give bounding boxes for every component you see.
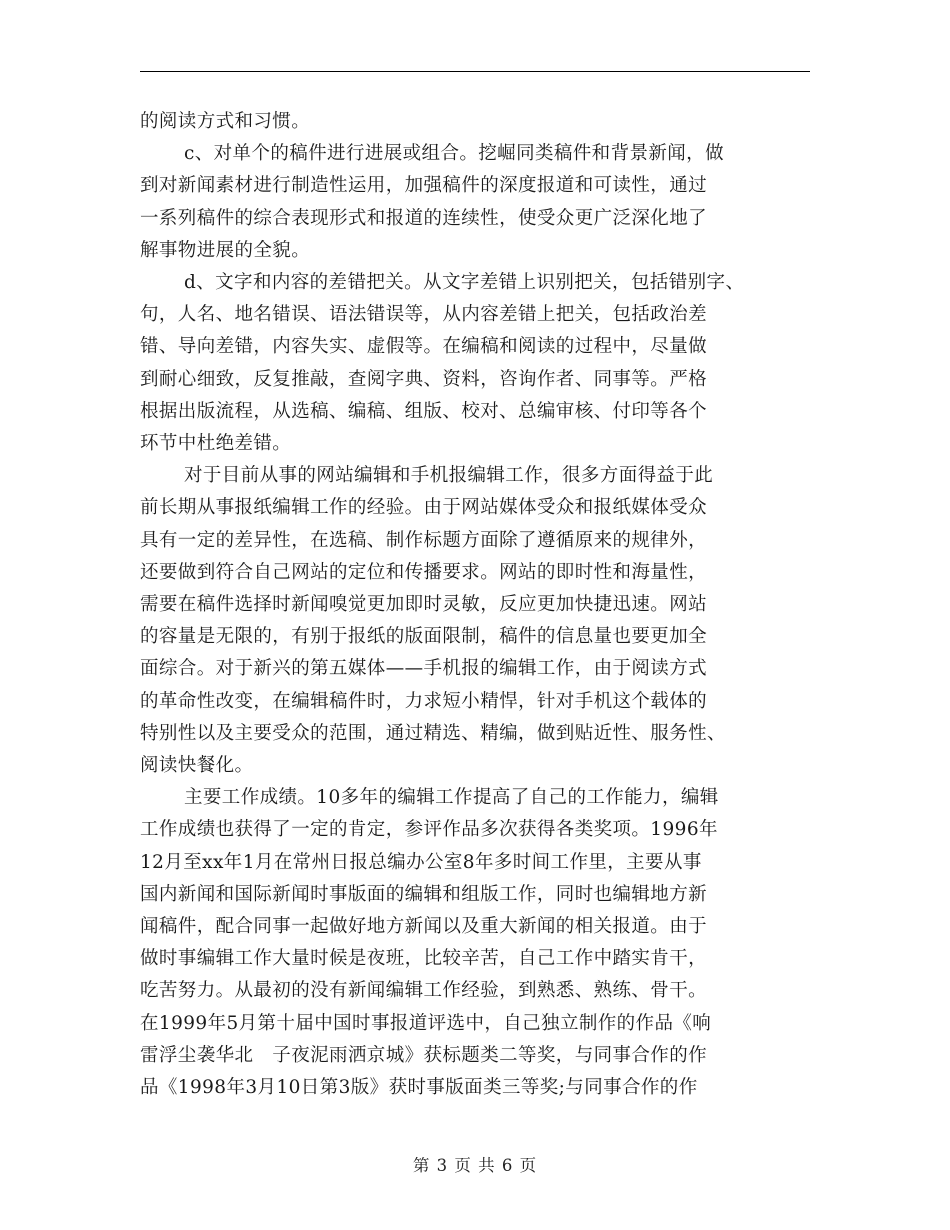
paragraph-web-editing [140, 460, 812, 782]
document-body [140, 106, 812, 1104]
text-line: 工作成绩也获得了一定的肯定，参评作品多次获得各类奖项。1996年 [140, 819, 718, 841]
text-line: 12月至xx年1月在常州日报总编办公室8年多时间工作里，主要从事 [140, 851, 702, 873]
text-line: 品《1998年3月10日第3版》获时事版面类三等奖;与同事合作的作 [140, 1077, 698, 1099]
text-line: 到对新闻素材进行制造性运用，加强稿件的深度报道和可读性，通过 [140, 175, 708, 197]
page-number-footer: 第 3 页 共 6 页 [412, 1156, 538, 1175]
text-line: 具有一定的差异性，在选稿、制作标题方面除了遵循原来的规律外， [140, 529, 708, 551]
text-line: 解事物进展的全貌。 [140, 239, 311, 261]
text-line: c、对单个的稿件进行进展或组合。挖崛同类稿件和背景新闻，做 [184, 143, 724, 165]
text-line: 前长期从事报纸编辑工作的经验。由于网站媒体受众和报纸媒体受众 [140, 497, 708, 519]
text-line: 国内新闻和国际新闻时事版面的编辑和组版工作，同时也编辑地方新 [140, 883, 708, 905]
text-line: 需要在稿件选择时新闻嗅觉更加即时灵敏，反应更加快捷迅速。网站 [140, 594, 708, 616]
header-rule [140, 71, 810, 72]
text-line: 主要工作成绩。10多年的编辑工作提高了自己的工作能力，编辑 [184, 787, 719, 809]
paragraph-achievements [140, 782, 812, 1104]
text-line: 对于目前从事的网站编辑和手机报编辑工作，很多方面得益于此 [184, 465, 714, 487]
text-line: 雷浮尘袭华北 子夜泥雨洒京城》获标题类二等奖，与同事合作的作 [140, 1044, 708, 1066]
text-line: 根据出版流程，从选稿、编稿、组版、校对、总编审核、付印等各个 [140, 400, 708, 422]
paragraph-item-c [140, 138, 812, 267]
text-line: 闻稿件，配合同事一起做好地方新闻以及重大新闻的相关报道。由于 [140, 916, 708, 938]
text-line: 到耐心细致，反复推敲，查阅字典、资料，咨询作者、同事等。严格 [140, 368, 708, 390]
text-line: 面综合。对于新兴的第五媒体——手机报的编辑工作，由于阅读方式 [140, 658, 708, 680]
text-line: 还要做到符合自己网站的定位和传播要求。网站的即时性和海量性， [140, 561, 708, 583]
text-line: 的革命性改变，在编辑稿件时，力求短小精悍，针对手机这个载体的 [140, 690, 708, 712]
paragraph-item-d [140, 267, 812, 460]
text-line: 的阅读方式和习惯。 [140, 111, 311, 132]
text-line: 阅读快餐化。 [140, 755, 254, 777]
text-line: 句，人名、地名错误、语法错误等，从内容差错上把关，包括政治差 [140, 304, 708, 326]
paragraph-continuation [140, 106, 812, 138]
text-line: d、文字和内容的差错把关。从文字差错上识别把关，包括错别字、 [184, 272, 745, 294]
text-line: 特别性以及主要受众的范围，通过精选、精编，做到贴近性、服务性、 [140, 722, 726, 744]
text-line: 环节中杜绝差错。 [140, 433, 292, 455]
text-line: 在1999年5月第十届中国时事报道评选中，自己独立制作的作品《响 [140, 1012, 712, 1034]
text-line: 一系列稿件的综合表现形式和报道的连续性，使受众更广泛深化地了 [140, 207, 708, 229]
text-line: 错、导向差错，内容失实、虚假等。在编稿和阅读的过程中，尽量做 [140, 336, 708, 358]
text-line: 的容量是无限的，有别于报纸的版面限制，稿件的信息量也要更加全 [140, 626, 708, 648]
text-line: 吃苦努力。从最初的没有新闻编辑工作经验，到熟悉、熟练、骨干。 [140, 980, 708, 1002]
text-line: 做时事编辑工作大量时候是夜班，比较辛苦，自己工作中踏实肯干， [140, 948, 708, 970]
